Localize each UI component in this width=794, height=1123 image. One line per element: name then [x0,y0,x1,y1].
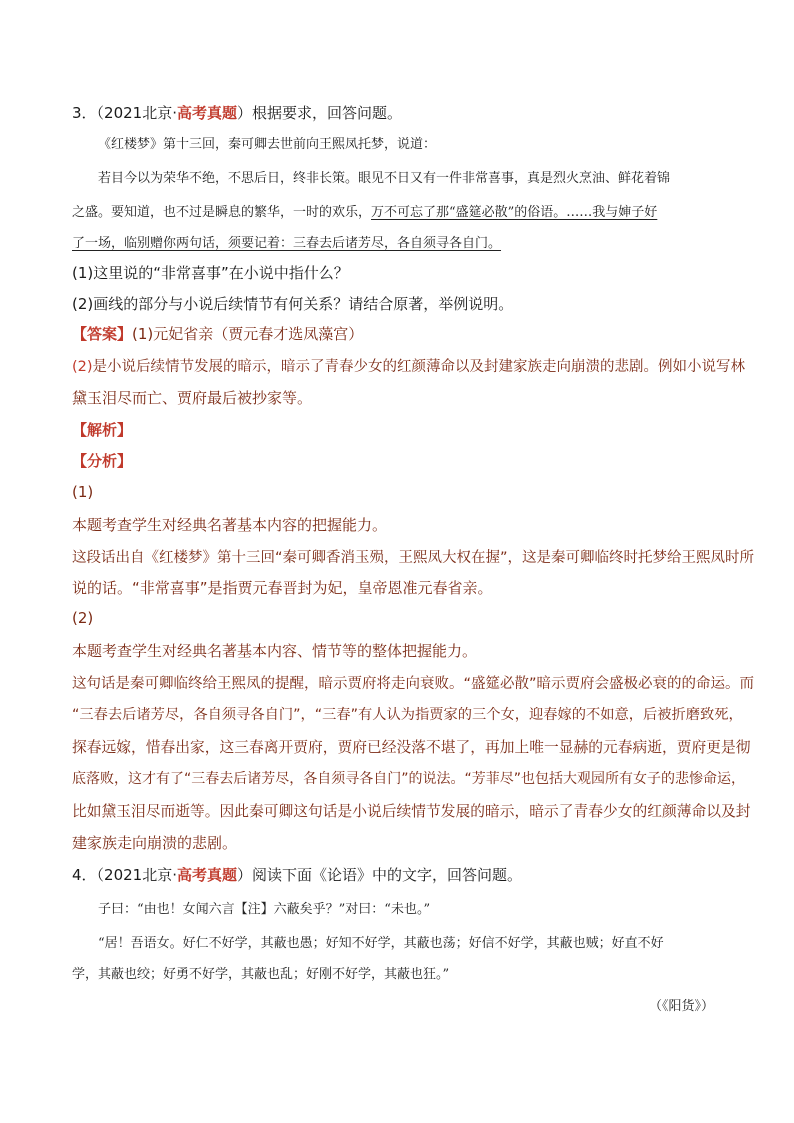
sub-question-1: (1)这里说的“非常喜事”在小说中指什么？ [72,264,349,282]
question-number: 4． [72,866,97,884]
lunyu-line-1: 子曰：“由也！女闻六言【注】六蔽矣乎？”对曰：“未也。” [98,902,431,917]
source-open: （2021北京· [96,866,177,884]
analysis-1-line-3: 说的话。“非常喜事”是指贾元春晋封为妃，皇帝恩准元春省亲。 [72,579,493,597]
passage-line-3-underlined: 了一场，临别赠你两句话，须要记着：三春去后诸芳尽，各自须寻各自门。 [72,236,502,251]
answer-line-3: 黛玉泪尽而亡、贾府最后被抄家等。 [72,389,313,407]
analysis-2-number: (2) [72,609,94,627]
source-open: （2021北京· [96,104,177,122]
source-close: ） [237,866,253,884]
analysis-1-line-1: 本题考查学生对经典名著基本内容的把握能力。 [72,516,388,534]
answer-label: 【答案】 [72,325,133,343]
question-prompt: 阅读下面《论语》中的文字，回答问题。 [252,866,523,884]
passage-line-2 [72,201,657,220]
answer-line-1 [72,323,363,344]
analysis-2-line-5: 底落败，这才有了“三春去后诸芳尽，各自须寻各自门”的说法。“芳菲尽”也包括大观园所有女子的悲惨命运， [72,771,746,787]
analysis-2-line-1: 本题考查学生对经典名著基本内容、情节等的整体把握能力。 [72,642,478,660]
question-number: 3． [72,104,97,122]
passage-line-2-plain: 之盛。要知道，也不过是瞬息的繁华，一时的欢乐， [72,205,372,220]
question-prompt: 根据要求，回答问题。 [252,104,403,122]
answer-1: (1)元妃省亲（贾元春才选凤藻宫） [132,325,364,343]
analysis-2-line-4: 探春远嫁，惜春出家，这三春离开贾府，贾府已经没落不堪了，再加上唯一显赫的元春病逝，贾府更是彻 [72,739,751,756]
answer-line-2 [72,355,745,376]
answer-2-text: 是小说后续情节发展的暗示，暗示了青春少女的红颜薄命以及封建家族走向崩溃的悲剧。例如小说写林 [92,359,746,375]
answer-2-prefix: (2) [72,359,93,375]
lunyu-line-2: “居！吾语女。好仁不好学，其蔽也愚；好知不好学，其蔽也荡；好信不好学，其蔽也贼；好直不好 [98,936,664,951]
analysis-2-line-2: 这句话是秦可卿临终给王熙凤的提醒，暗示贾府将走向衰败。“盛筵必散”暗示贾府会盛极必衰的的命运。而 [72,676,755,692]
sub-question-2: (2)画线的部分与小说后续情节有何关系？请结合原著，举例说明。 [72,295,514,313]
passage-line-1: 若目今以为荣华不绝，不思后日，终非长策。眼见不日又有一件非常喜事，真是烈火烹油、鲜花着锦 [98,171,671,186]
fenxi-label: 【分析】 [72,452,133,470]
passage-intro: 《红楼梦》第十三回，秦可卿去世前向王熙凤托梦，说道： [98,137,437,152]
analysis-1-number: (1) [72,483,94,501]
lunyu-source: （《阳货》） [648,999,714,1014]
lunyu-line-3: 学，其蔽也绞；好勇不好学，其蔽也乱；好刚不好学，其蔽也狂。” [72,967,450,982]
question-3-header [72,102,402,123]
analysis-1-line-2: 这段话出自《红楼梦》第十三回“秦可卿香消玉殒，王熙凤大权在握”，这是秦可卿临终时托梦给王熙凤时所 [72,550,755,566]
question-4-header [72,864,522,885]
passage-line-2-underlined: 万不可忘了那“盛筵必散”的俗语。……我与婶子好 [371,205,658,220]
analysis-2-line-7: 建家族走向崩溃的悲剧。 [72,834,238,852]
jiexi-label: 【解析】 [72,421,133,439]
source-tag: 高考真题 [177,866,238,884]
analysis-2-line-6: 比如黛玉泪尽而逝等。因此秦可卿这句话是小说后续情节发展的暗示，暗示了青春少女的红颜薄命以及封 [72,803,751,820]
source-close: ） [237,104,253,122]
analysis-2-line-3: “三春去后诸芳尽，各自须寻各自门”，“三春”有人认为指贾家的三个女，迎春嫁的不如意，后被折磨致死， [72,707,743,723]
source-tag: 高考真题 [177,104,238,122]
